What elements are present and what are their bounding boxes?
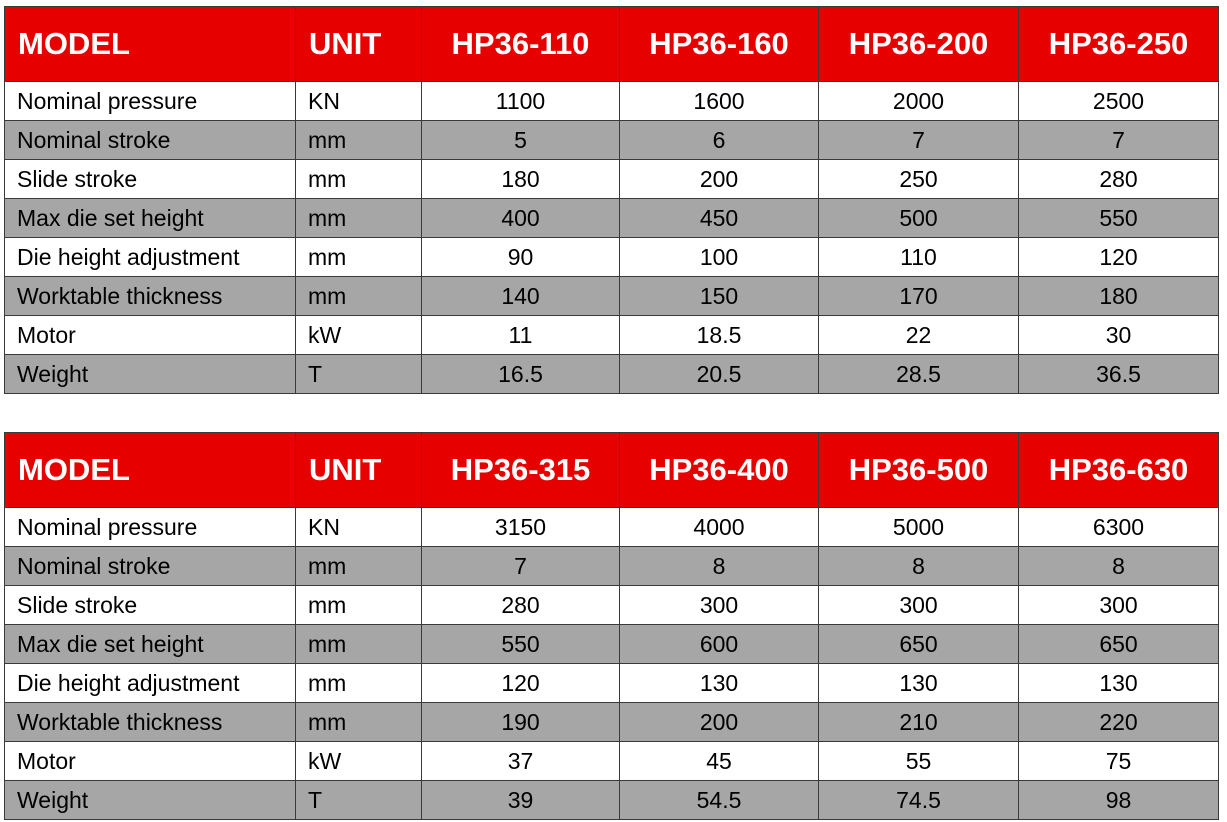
param-value: 200 (620, 160, 819, 199)
table-row (5, 199, 1219, 238)
model-header: MODEL (5, 433, 296, 508)
param-value: 120 (422, 664, 620, 703)
param-unit: mm (296, 625, 422, 664)
model-name-header: HP36-500 (819, 433, 1019, 508)
table-row (5, 664, 1219, 703)
param-value: 39 (422, 781, 620, 820)
param-name: Weight (5, 355, 296, 394)
param-value: 220 (1019, 703, 1219, 742)
param-value: 280 (1019, 160, 1219, 199)
param-value: 110 (819, 238, 1019, 277)
param-unit: mm (296, 238, 422, 277)
param-value: 120 (1019, 238, 1219, 277)
model-name-header: HP36-315 (422, 433, 620, 508)
param-value: 550 (1019, 199, 1219, 238)
param-unit: mm (296, 199, 422, 238)
param-value: 11 (422, 316, 620, 355)
param-value: 130 (1019, 664, 1219, 703)
param-value: 500 (819, 199, 1019, 238)
param-name: Motor (5, 316, 296, 355)
table-row (5, 82, 1219, 121)
param-value: 300 (620, 586, 819, 625)
unit-header: UNIT (296, 7, 422, 82)
param-unit: mm (296, 547, 422, 586)
model-name-header: HP36-250 (1019, 7, 1219, 82)
model-name-header: HP36-110 (422, 7, 620, 82)
param-value: 3150 (422, 508, 620, 547)
param-unit: kW (296, 742, 422, 781)
param-value: 2000 (819, 82, 1019, 121)
param-name: Motor (5, 742, 296, 781)
param-value: 200 (620, 703, 819, 742)
param-value: 54.5 (620, 781, 819, 820)
param-value: 90 (422, 238, 620, 277)
param-name: Max die set height (5, 625, 296, 664)
param-value: 2500 (1019, 82, 1219, 121)
param-name: Nominal pressure (5, 508, 296, 547)
param-value: 130 (819, 664, 1019, 703)
param-value: 16.5 (422, 355, 620, 394)
param-value: 6 (620, 121, 819, 160)
param-value: 75 (1019, 742, 1219, 781)
param-value: 5 (422, 121, 620, 160)
param-value: 650 (819, 625, 1019, 664)
model-header: MODEL (5, 7, 296, 82)
param-value: 8 (1019, 547, 1219, 586)
param-unit: kW (296, 316, 422, 355)
param-unit: KN (296, 508, 422, 547)
param-value: 1100 (422, 82, 620, 121)
param-value: 98 (1019, 781, 1219, 820)
param-name: Max die set height (5, 199, 296, 238)
table-row (5, 703, 1219, 742)
param-name: Weight (5, 781, 296, 820)
param-value: 550 (422, 625, 620, 664)
param-value: 5000 (819, 508, 1019, 547)
table-header-row (5, 433, 1219, 508)
param-unit: mm (296, 121, 422, 160)
param-value: 250 (819, 160, 1019, 199)
table-row (5, 508, 1219, 547)
param-value: 28.5 (819, 355, 1019, 394)
table-row (5, 355, 1219, 394)
table-row (5, 547, 1219, 586)
param-name: Nominal stroke (5, 121, 296, 160)
param-name: Worktable thickness (5, 277, 296, 316)
param-value: 55 (819, 742, 1019, 781)
param-unit: T (296, 355, 422, 394)
param-value: 180 (422, 160, 620, 199)
param-unit: mm (296, 277, 422, 316)
param-value: 20.5 (620, 355, 819, 394)
param-value: 7 (422, 547, 620, 586)
model-name-header: HP36-630 (1019, 433, 1219, 508)
param-name: Slide stroke (5, 586, 296, 625)
table-row (5, 316, 1219, 355)
table-row (5, 238, 1219, 277)
param-value: 210 (819, 703, 1019, 742)
param-value: 600 (620, 625, 819, 664)
table-row (5, 121, 1219, 160)
table-row (5, 277, 1219, 316)
model-name-header: HP36-200 (819, 7, 1019, 82)
param-value: 36.5 (1019, 355, 1219, 394)
param-name: Slide stroke (5, 160, 296, 199)
spec-table-1 (4, 6, 1219, 394)
param-value: 450 (620, 199, 819, 238)
table-header-row (5, 7, 1219, 82)
model-name-header: HP36-400 (620, 433, 819, 508)
param-value: 4000 (620, 508, 819, 547)
param-unit: T (296, 781, 422, 820)
param-unit: mm (296, 664, 422, 703)
param-name: Die height adjustment (5, 238, 296, 277)
param-value: 8 (620, 547, 819, 586)
param-value: 150 (620, 277, 819, 316)
spec-table-2 (4, 432, 1219, 820)
param-unit: KN (296, 82, 422, 121)
table-row (5, 742, 1219, 781)
param-value: 18.5 (620, 316, 819, 355)
table-row (5, 160, 1219, 199)
param-value: 37 (422, 742, 620, 781)
param-value: 180 (1019, 277, 1219, 316)
param-value: 170 (819, 277, 1019, 316)
param-value: 130 (620, 664, 819, 703)
param-value: 6300 (1019, 508, 1219, 547)
table-row (5, 781, 1219, 820)
unit-header: UNIT (296, 433, 422, 508)
param-value: 400 (422, 199, 620, 238)
param-value: 30 (1019, 316, 1219, 355)
param-value: 1600 (620, 82, 819, 121)
param-value: 22 (819, 316, 1019, 355)
param-name: Nominal pressure (5, 82, 296, 121)
param-value: 300 (1019, 586, 1219, 625)
param-unit: mm (296, 586, 422, 625)
param-value: 8 (819, 547, 1019, 586)
param-value: 7 (1019, 121, 1219, 160)
table-row (5, 586, 1219, 625)
param-value: 45 (620, 742, 819, 781)
param-value: 7 (819, 121, 1019, 160)
param-value: 300 (819, 586, 1019, 625)
param-value: 140 (422, 277, 620, 316)
param-value: 650 (1019, 625, 1219, 664)
param-value: 280 (422, 586, 620, 625)
param-name: Nominal stroke (5, 547, 296, 586)
param-unit: mm (296, 160, 422, 199)
param-value: 74.5 (819, 781, 1019, 820)
param-name: Die height adjustment (5, 664, 296, 703)
param-unit: mm (296, 703, 422, 742)
param-value: 190 (422, 703, 620, 742)
table-row (5, 625, 1219, 664)
param-name: Worktable thickness (5, 703, 296, 742)
model-name-header: HP36-160 (620, 7, 819, 82)
param-value: 100 (620, 238, 819, 277)
